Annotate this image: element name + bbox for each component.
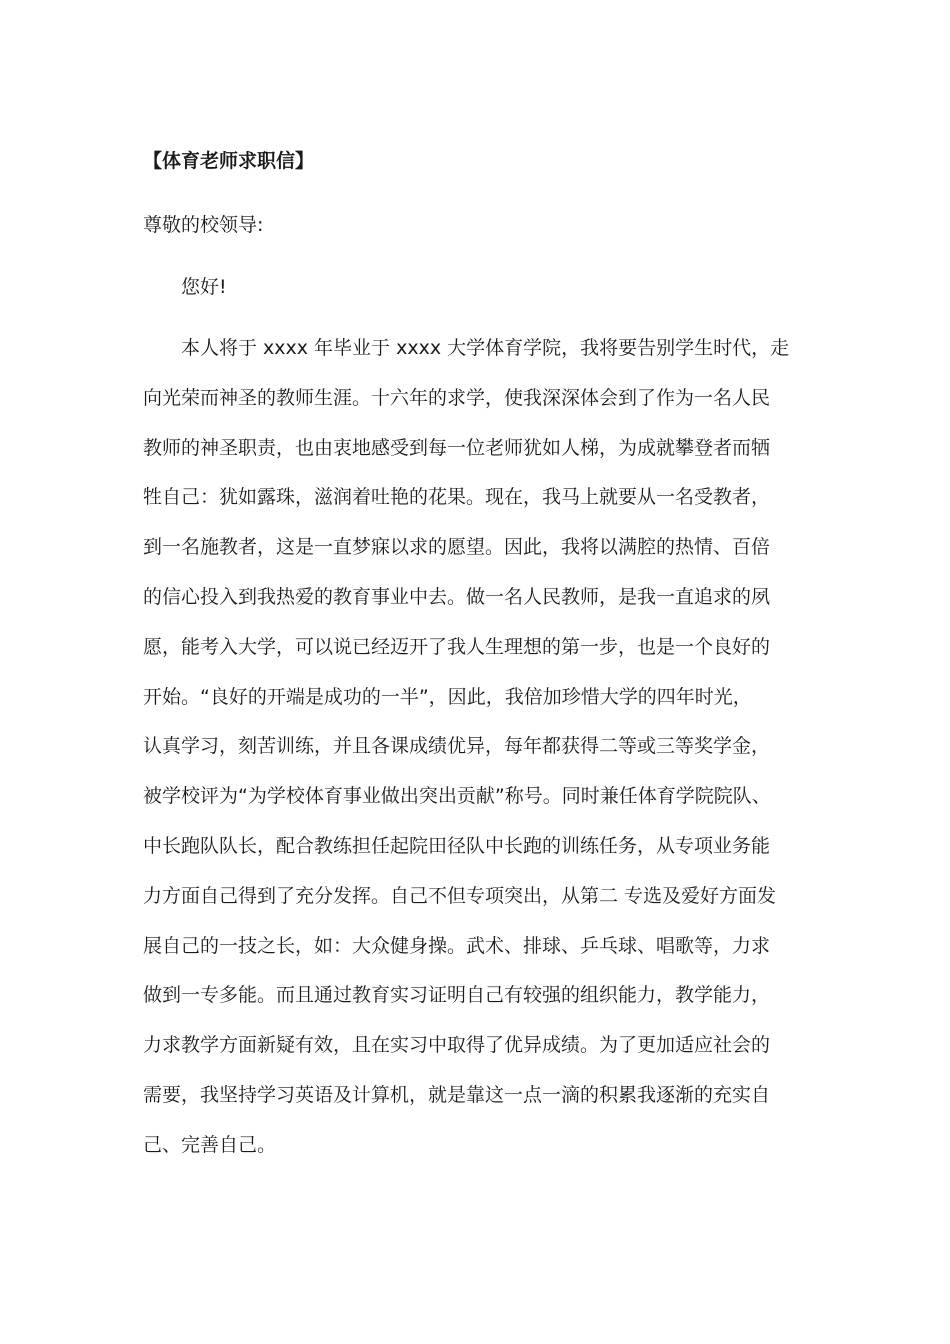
document-title: 【体育老师求职信】 [143,150,315,172]
body-paragraph [143,333,803,1180]
body-line: 己、完善自己。 [143,1133,277,1156]
body-line: 需要，我坚持学习英语及计算机，就是靠这一点一滴的积累我逐渐的充实自 [143,1083,771,1106]
body-line: 开始。“良好的开端是成功的一半”，因此，我倍加珍惜大学的四年时光， [143,685,752,708]
body-line: 教师的神圣职责，也由衷地感受到每一位老师犹如人梯，为成就攀登者而牺 [143,436,771,459]
salutation: 尊敬的校领导: [143,214,264,236]
body-line: 力求教学方面新疑有效，且在实习中取得了优异成绩。为了更加适应社会的 [143,1034,771,1057]
body-line: 做到一专多能。而且通过教育实习证明自己有较强的组织能力，教学能力， [143,984,771,1007]
body-line: 本人将于 xxxx 年毕业于 xxxx 大学体育学院，我将要告别学生时代，走 [181,337,790,359]
body-line: 向光荣而神圣的教师生涯。十六年的求学，使我深深体会到了作为一名人民 [143,386,771,409]
body-line: 的信心投入到我热爱的教育事业中去。做一名人民教师，是我一直追求的夙 [143,585,771,608]
body-line: 被学校评为“为学校体育事业做出突出贡献”称号。同时兼任体育学院院队、 [143,785,771,808]
body-line: 力方面自己得到了充分发挥。自己不但专项突出，从第二 专选及爱好方面发 [143,884,777,907]
body-line: 愿，能考入大学，可以说已经迈开了我人生理想的第一步，也是一个良好的 [143,635,771,658]
body-line: 认真学习，刻苦训练，并且各课成绩优异，每年都获得二等或三等奖学金， [143,735,771,758]
body-line: 展自己的一技之长，如：大众健身操。武术、排球、乒乓球、唱歌等，力求 [143,934,771,957]
body-line: 牲自己：犹如露珠，滋润着吐艳的花果。现在，我马上就要从一名受教者， [143,486,771,509]
body-line: 中长跑队队长，配合教练担任起院田径队中长跑的训练任务，从专项业务能 [143,834,771,857]
greeting: 您好! [181,276,227,298]
body-line: 到一名施教者，这是一直梦寐以求的愿望。因此，我将以满腔的热情、百倍 [143,536,771,559]
